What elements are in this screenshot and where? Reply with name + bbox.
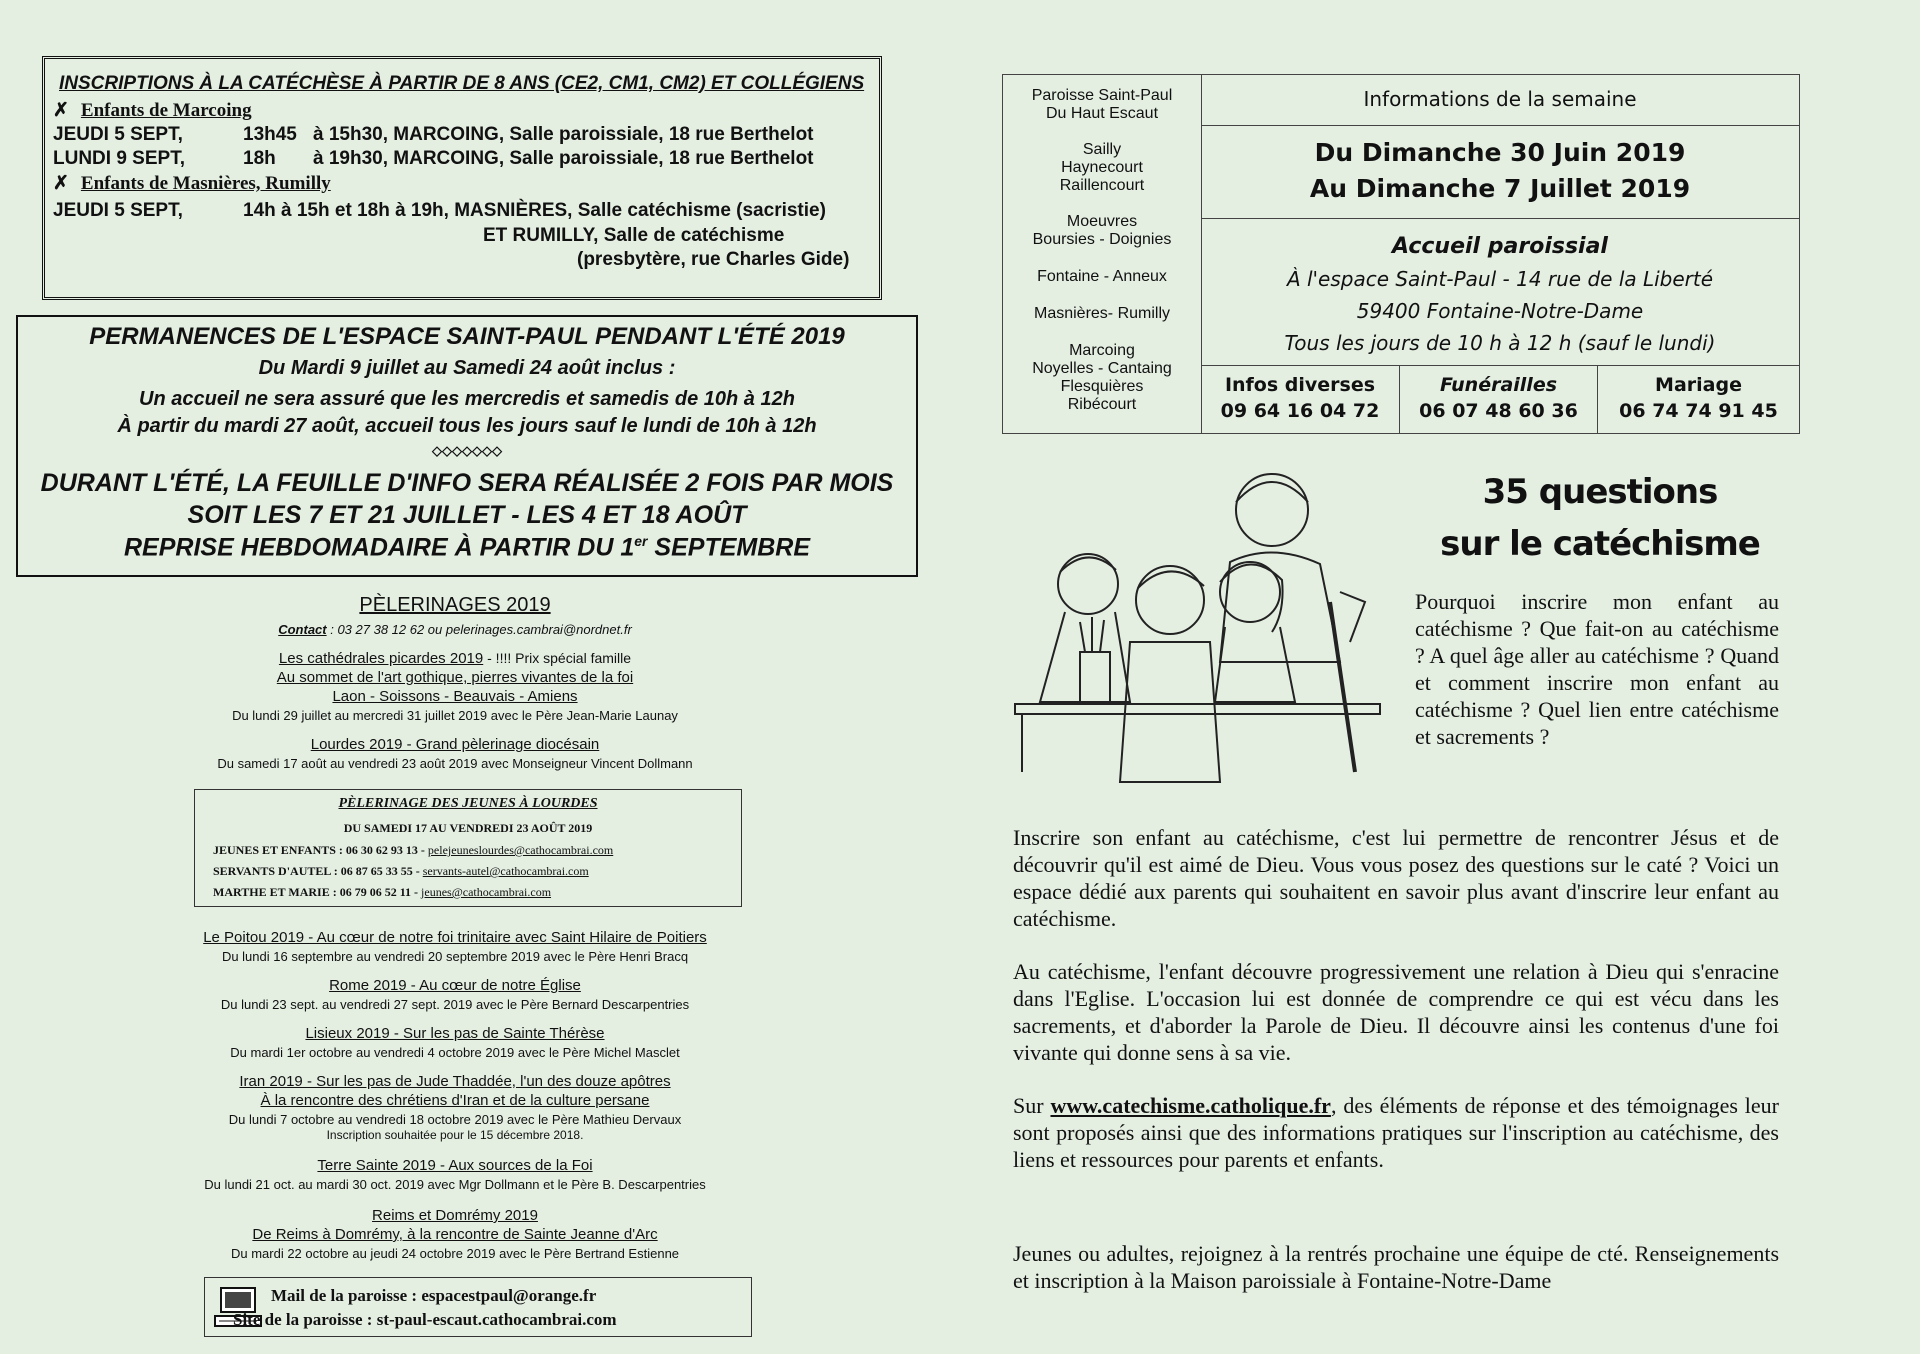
village-name: Marcoing bbox=[1069, 342, 1135, 359]
date-start: Du Dimanche 30 Juin 2019 bbox=[1314, 138, 1686, 167]
catechism-website-link[interactable]: www.catechisme.catholique.fr bbox=[1050, 1093, 1331, 1118]
youth-pilgrimage-box bbox=[194, 789, 742, 907]
pilgrimage-item: Lisieux 2019 - Sur les pas de Sainte Thérèse bbox=[305, 1025, 605, 1042]
summer-info: SOIT LES 7 ET 21 JUILLET - LES 4 ET 18 AOÛT bbox=[187, 501, 747, 529]
permanences-box bbox=[16, 315, 918, 577]
schedule-row-cont: (presbytère, rue Charles Gide) bbox=[577, 249, 850, 270]
village-name: Masnières- Rumilly bbox=[1033, 305, 1171, 322]
pilgrimage-subtitle: Au sommet de l'art gothique, pierres vivantes de la foi bbox=[276, 669, 634, 686]
pilgrimage-dates: Du lundi 16 septembre au vendredi 20 septembre 2019 avec le Père Henri Bracq bbox=[221, 949, 689, 964]
pilgrimage-dates: Du mardi 1er octobre au vendredi 4 octobre 2019 avec le Père Michel Masclet bbox=[230, 1045, 680, 1060]
info-header-cell bbox=[1201, 75, 1799, 126]
title-line: sur le catéchisme bbox=[1440, 524, 1760, 564]
contact-label: Infos diverses bbox=[1224, 374, 1376, 396]
contact-cell-infos bbox=[1201, 366, 1400, 433]
week-dates bbox=[1201, 135, 1799, 207]
contact-label: Funérailles bbox=[1439, 374, 1558, 396]
cross-icon: ✗ bbox=[53, 100, 69, 121]
pilgrimage-subtitle: Laon - Soissons - Beauvais - Amiens bbox=[332, 688, 578, 705]
accueil-block bbox=[1201, 231, 1799, 359]
village-name: Haynecourt bbox=[1061, 159, 1143, 176]
email-link[interactable]: pelejeuneslourdes@cathocambrai.com bbox=[427, 843, 614, 857]
pilgrimage-dates: Du lundi 23 sept. au vendredi 27 sept. 2019 avec le Père Bernard Descarpentries bbox=[220, 997, 690, 1012]
catechism-questions: Pourquoi inscrire mon enfant au catéchisme ? Que fait-on au catéchisme ? A quel âge aller au catéchisme ? Quand et comment inscrire mon enfant au catéchisme ? Quel lien entre catéchisme et sacrements ? bbox=[1415, 589, 1779, 749]
group-masnieres-heading: ✗ Enfants de Masnières, Rumilly bbox=[53, 173, 331, 194]
parish-contact-box bbox=[204, 1277, 752, 1337]
email-link[interactable]: servants-autel@cathocambrai.com bbox=[422, 864, 589, 878]
pilgrimage-item: Terre Sainte 2019 - Aux sources de la Foi bbox=[317, 1157, 593, 1174]
village-name: Noyelles - Cantaing bbox=[1032, 360, 1172, 377]
pilgrimage-dates: Du mardi 22 octobre au jeudi 24 octobre 2019 avec le Père Bertrand Estienne bbox=[230, 1246, 680, 1261]
permanences-line: À partir du mardi 27 août, accueil tous les jours sauf le lundi de 10h à 12h bbox=[117, 415, 817, 437]
weekly-info-table bbox=[1002, 74, 1800, 434]
contact-phone: 06 07 48 60 36 bbox=[1419, 400, 1578, 422]
schedule-row: JEUDI 5 SEPT, 13h45 à 15h30, MARCOING, Salle paroissiale, 18 rue Berthelot bbox=[53, 124, 814, 145]
paragraph: Sur www.catechisme.catholique.fr, des éléments de réponse et des témoignages leur sont proposés ainsi que des informations pratiques sur l'inscription au catéchisme, des liens et ressources pour parents et enfants. bbox=[1013, 1093, 1780, 1172]
pilgrimage-note: Inscription souhaitée pour le 15 décembre 2018. bbox=[326, 1128, 584, 1142]
summer-info: DURANT L'ÉTÉ, LA FEUILLE D'INFO SERA RÉALISÉE 2 FOIS PAR MOIS bbox=[40, 469, 894, 497]
village-name: Flesquières bbox=[1060, 378, 1144, 395]
contact-phone: 09 64 16 04 72 bbox=[1220, 400, 1380, 422]
pilgrimage-dates: Du lundi 21 oct. au mardi 30 oct. 2019 avec Mgr Dollmann et le Père B. Descarpentries bbox=[204, 1177, 706, 1192]
accueil-title: Accueil paroissial bbox=[1392, 234, 1608, 259]
parish-website[interactable]: Site de la paroisse : st-paul-escaut.cathocambrai.com bbox=[233, 1310, 617, 1329]
permanences-line: Un accueil ne sera assuré que les mercredis et samedis de 10h à 12h bbox=[139, 388, 795, 410]
village-name: Moeuvres bbox=[1066, 213, 1138, 230]
info-header: Informations de la semaine bbox=[1363, 87, 1637, 111]
youth-title: PÈLERINAGE DES JEUNES À LOURDES bbox=[338, 796, 598, 811]
accueil-address: À l'espace Saint-Paul - 14 rue de la Liberté bbox=[1286, 267, 1714, 291]
parish-email[interactable]: Mail de la paroisse : espacestpaul@orange.fr bbox=[271, 1286, 597, 1305]
email-link[interactable]: jeunes@cathocambrai.com bbox=[421, 885, 552, 899]
pelerinages-contact: Contact : 03 27 38 12 62 ou pelerinages.cambrai@nordnet.fr bbox=[278, 622, 632, 637]
accueil-hours: Tous les jours de 10 h à 12 h (sauf le lundi) bbox=[1284, 331, 1716, 355]
contact-cell-funerailles bbox=[1400, 366, 1598, 433]
contact-cell-mariage bbox=[1598, 366, 1799, 433]
pilgrimage-dates: Du lundi 29 juillet au mercredi 31 juillet 2019 avec le Père Jean-Marie Launay bbox=[232, 708, 678, 723]
title-line: 35 questions bbox=[1482, 472, 1718, 512]
villages-list bbox=[1003, 75, 1202, 433]
pilgrimage-subtitle: À la rencontre des chrétiens d'Iran et de la culture persane bbox=[260, 1092, 650, 1109]
village-name: Sailly bbox=[1082, 141, 1122, 158]
village-name: Du Haut Escaut bbox=[1045, 105, 1159, 122]
pelerinages-title: PÈLERINAGES 2019 bbox=[359, 594, 551, 616]
separator: ◇◇◇◇◇◇◇ bbox=[432, 443, 502, 458]
inscriptions-box bbox=[42, 56, 882, 300]
cross-icon: ✗ bbox=[53, 173, 69, 194]
paragraph: Inscrire son enfant au catéchisme, c'est lui permettre de rencontrer Jésus et de découvrir qu'il est aimé de Dieu. Vous vous posez des questions sur le caté ? Voici un espace dédié aux parents qui souhaitent en savoir plus avant d'inscrire leur enfant au catéchisme. bbox=[1013, 825, 1779, 931]
youth-contact-row: JEUNES ET ENFANTS : 06 30 62 93 13 - pelejeuneslourdes@cathocambrai.com bbox=[213, 843, 614, 857]
pilgrimage-subtitle: De Reims à Domrémy, à la rencontre de Sainte Jeanne d'Arc bbox=[252, 1226, 658, 1243]
village-name: Raillencourt bbox=[1059, 177, 1145, 194]
village-name: Paroisse Saint-Paul bbox=[1031, 87, 1173, 104]
pilgrimage-dates: Du samedi 17 août au vendredi 23 août 2019 avec Monseigneur Vincent Dollmann bbox=[217, 756, 693, 771]
catechism-title bbox=[1420, 466, 1780, 570]
pilgrimage-item: Lourdes 2019 - Grand pèlerinage diocésain bbox=[310, 736, 600, 753]
pilgrimage-item: Iran 2019 - Sur les pas de Jude Thaddée, l'un des douze apôtres bbox=[239, 1073, 671, 1090]
pilgrimage-item: Rome 2019 - Au cœur de notre Église bbox=[329, 977, 581, 994]
permanences-dates: Du Mardi 9 juillet au Samedi 24 août inclus : bbox=[258, 357, 676, 379]
permanences-title: PERMANENCES DE L'ESPACE SAINT-PAUL PENDANT L'ÉTÉ 2019 bbox=[89, 323, 845, 350]
village-name: Ribécourt bbox=[1067, 396, 1137, 413]
youth-dates: DU SAMEDI 17 AU VENDREDI 23 AOÛT 2019 bbox=[343, 821, 593, 835]
pilgrimage-item: Les cathédrales picardes 2019 - !!!! Prix spécial famille bbox=[278, 650, 632, 667]
pilgrimage-dates: Du lundi 7 octobre au vendredi 18 octobre 2019 avec le Père Mathieu Dervaux bbox=[228, 1112, 682, 1127]
group-marcoing-heading: ✗ Enfants de Marcoing bbox=[53, 100, 252, 121]
paragraph: Jeunes ou adultes, rejoignez à la rentrés prochaine une équipe de cté. Renseignements et inscription à la Maison paroissiale à Fontaine-Notre-Dame bbox=[1013, 1241, 1779, 1293]
inscriptions-title: INSCRIPTIONS À LA CATÉCHÈSE À PARTIR DE 8 ANS (CE2, CM1, CM2) ET COLLÉGIENS bbox=[59, 73, 865, 94]
village-name: Fontaine - Anneux bbox=[1037, 268, 1167, 285]
youth-contact-row: SERVANTS D'AUTEL : 06 87 65 33 55 - servants-autel@cathocambrai.com bbox=[213, 864, 589, 878]
pilgrimage-item: Reims et Domrémy 2019 bbox=[372, 1207, 538, 1224]
date-end: Au Dimanche 7 Juillet 2019 bbox=[1309, 174, 1691, 203]
catechism-illustration bbox=[1010, 452, 1390, 812]
contact-label: Mariage bbox=[1655, 374, 1742, 396]
schedule-row: LUNDI 9 SEPT, 18h à 19h30, MARCOING, Salle paroissiale, 18 rue Berthelot bbox=[53, 148, 814, 169]
youth-contact-row: MARTHE ET MARIE : 06 79 06 52 11 - jeunes@cathocambrai.com bbox=[213, 885, 552, 899]
schedule-row: JEUDI 5 SEPT, 14h à 15h et 18h à 19h, MASNIÈRES, Salle catéchisme (sacristie) bbox=[53, 200, 826, 221]
accueil-city: 59400 Fontaine-Notre-Dame bbox=[1356, 299, 1644, 323]
schedule-row-cont: ET RUMILLY, Salle de catéchisme bbox=[483, 225, 785, 246]
contact-phone: 06 74 74 91 45 bbox=[1619, 400, 1778, 422]
pilgrimage-item: Le Poitou 2019 - Au cœur de notre foi trinitaire avec Saint Hilaire de Poitiers bbox=[203, 929, 707, 946]
village-name: Boursies - Doignies bbox=[1032, 231, 1172, 248]
summer-info: REPRISE HEBDOMADAIRE À PARTIR DU 1er SEPTEMBRE bbox=[123, 533, 810, 562]
paragraph: Au catéchisme, l'enfant découvre progressivement une relation à Dieu qui s'enracine dans l'Eglise. L'occasion lui est donnée de comprendre ce qui est vécu dans les sacrements, et d'aborder la Parole de Dieu. Il découvre ainsi les contenus d'une foi vivante qui donne sens à sa vie. bbox=[1013, 959, 1779, 1065]
